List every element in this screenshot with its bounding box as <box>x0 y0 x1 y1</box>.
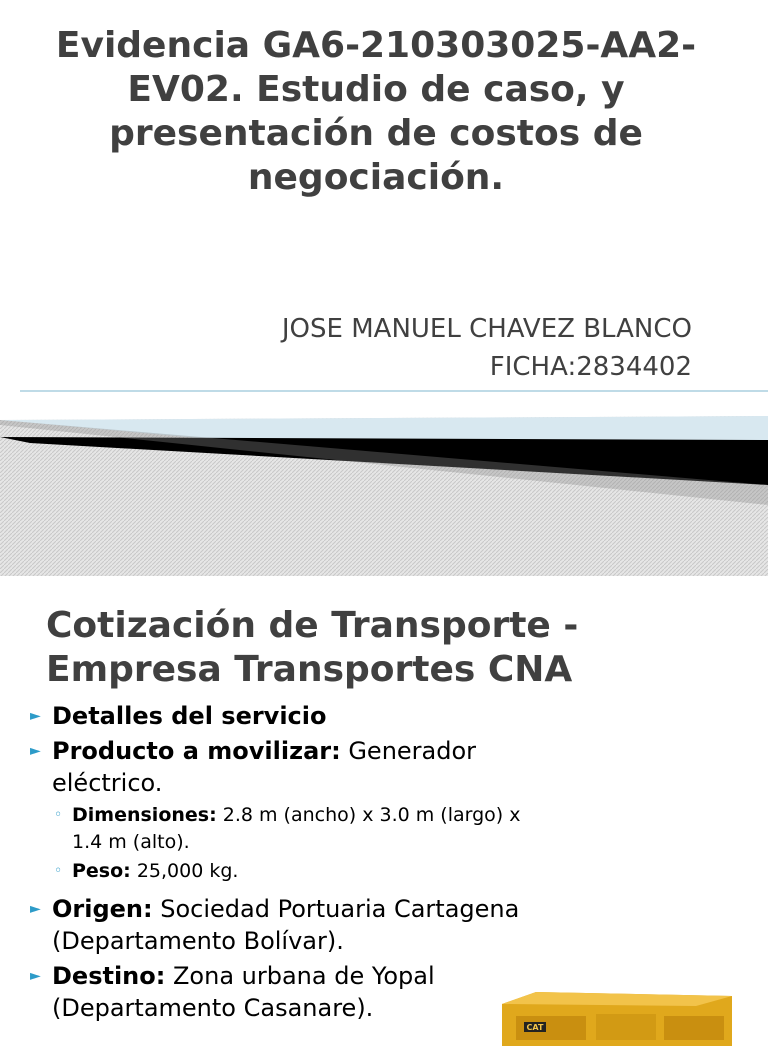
slide-title: Evidencia GA6-210303025-AA2-EV02. Estudio de caso, y presentación de costos de negociación. <box>55 25 697 198</box>
bullet-arrow-icon: ► <box>30 968 41 984</box>
bullet-detalles <box>30 700 530 732</box>
bullet-circle-icon: ◦ <box>54 863 63 879</box>
bullet-origen <box>30 893 530 957</box>
decorative-bands <box>0 385 768 576</box>
bullet-label: Destino: <box>52 962 166 990</box>
bullet-value: Zona urbana de Yopal (Departamento Casanare). <box>52 962 435 1022</box>
bullet-value: 2.8 m (ancho) x 3.0 m (largo) x 1.4 m (alto). <box>72 804 521 853</box>
bullet-value: Sociedad Portuaria Cartagena (Departamento Bolívar). <box>52 895 520 955</box>
author-name: JOSE MANUEL CHAVEZ BLANCO <box>281 314 692 344</box>
bullet-label: Producto a movilizar: <box>52 737 341 765</box>
bullet-label: Origen: <box>52 895 153 923</box>
bullet-value: Generador eléctrico. <box>52 737 477 797</box>
bullet-label: Dimensiones: <box>72 804 217 826</box>
slide-title: Cotización de Transporte - Empresa Transportes CNA <box>46 605 579 690</box>
bullet-arrow-icon: ► <box>30 901 41 917</box>
cat-logo: CAT <box>526 1023 544 1032</box>
bullet-arrow-icon: ► <box>30 743 41 759</box>
subbullet-peso <box>30 858 530 885</box>
author-ficha: FICHA:2834402 <box>489 352 692 382</box>
author-block <box>282 310 692 386</box>
content-slide <box>0 576 768 1032</box>
bullet-list <box>30 700 530 1027</box>
bullet-destino <box>30 960 530 1024</box>
bullet-producto <box>30 735 530 799</box>
generator-image <box>496 986 736 1046</box>
subbullet-dimensiones <box>30 802 530 856</box>
bullet-circle-icon: ◦ <box>54 807 63 823</box>
bullet-arrow-icon: ► <box>30 708 41 724</box>
bullet-label: Detalles del servicio <box>52 702 327 730</box>
bullet-label: Peso: <box>72 860 131 882</box>
bullet-value: 25,000 kg. <box>130 860 239 882</box>
